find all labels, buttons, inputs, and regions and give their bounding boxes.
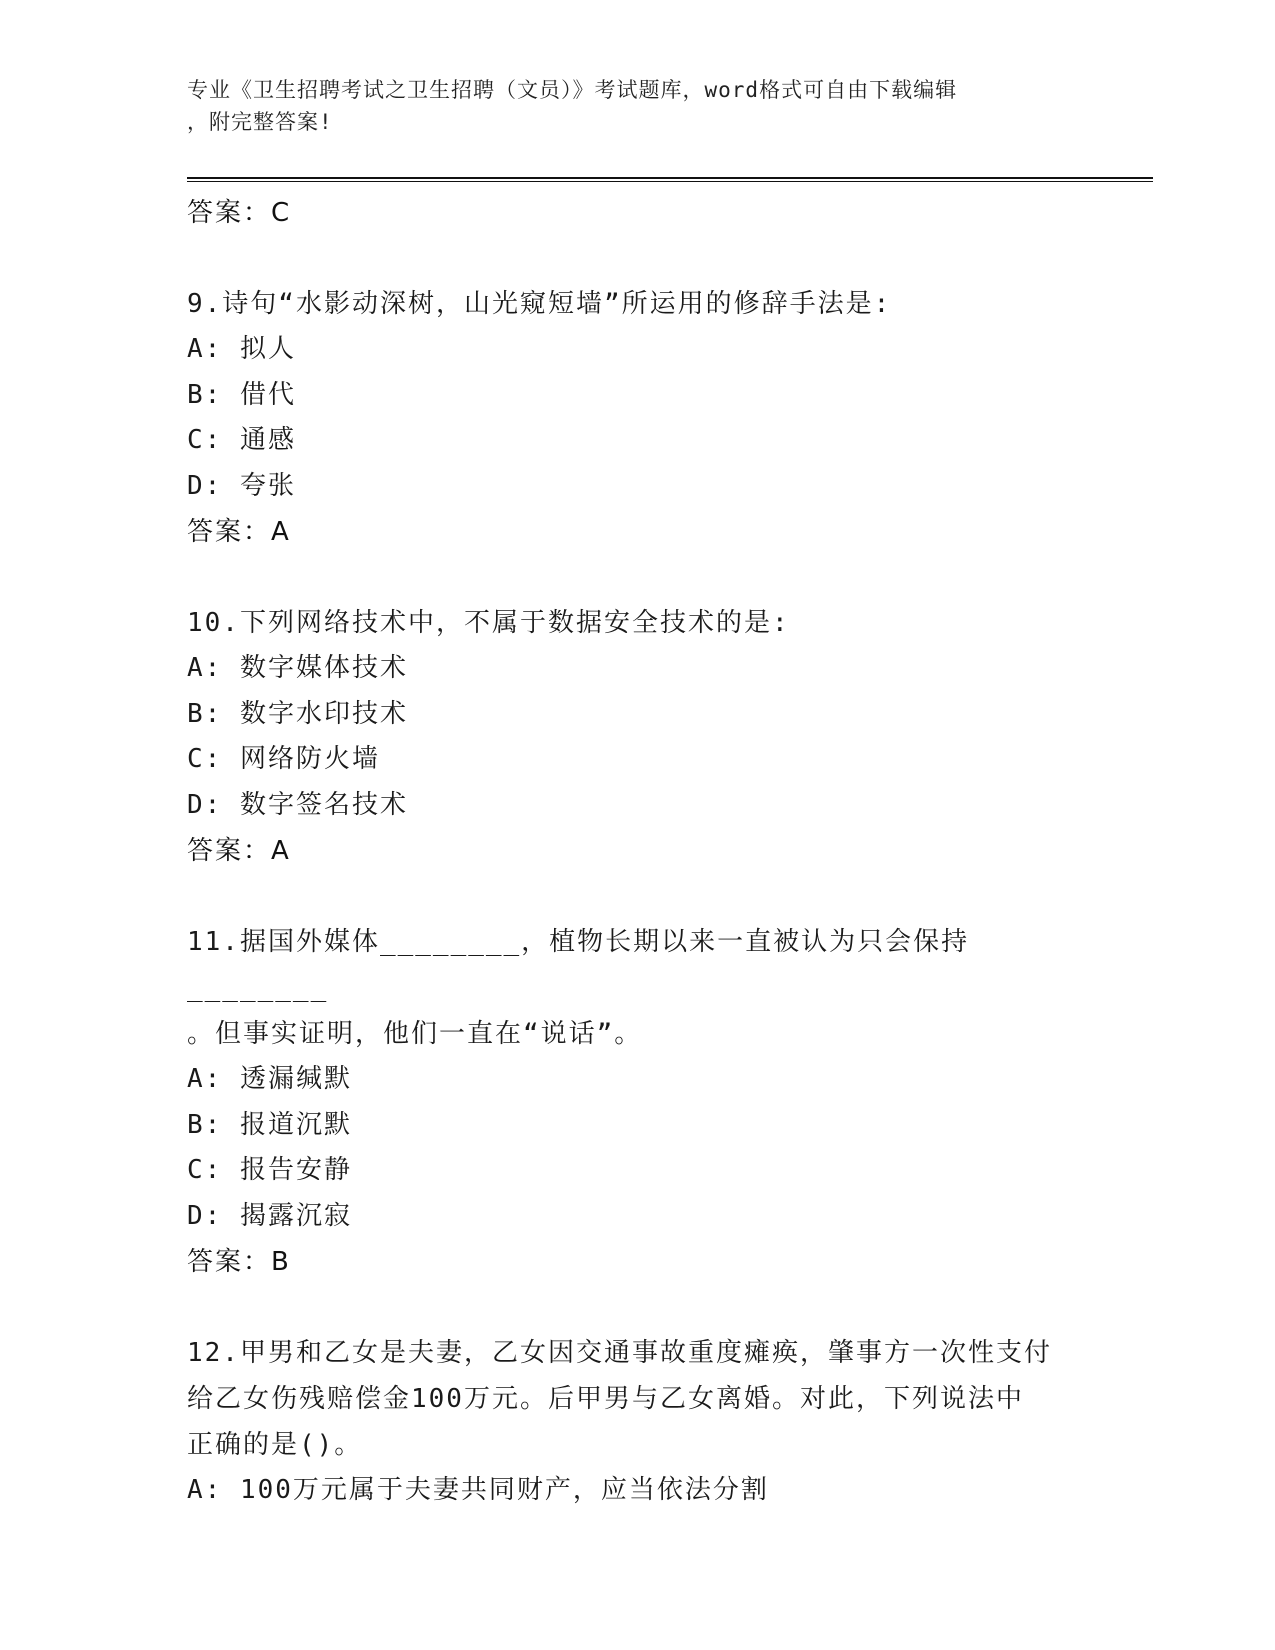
option-a: A: 透漏缄默 (187, 1064, 352, 1094)
question-stem-line-3: 正确的是()。 (187, 1430, 363, 1460)
spacer (187, 236, 1087, 281)
option-b: B: 数字水印技术 (187, 698, 408, 729)
question-9 (187, 281, 1087, 555)
question-stem: 9.诗句“水影动深树，山光窥短墙”所运用的修辞手法是: (187, 289, 892, 319)
answer: 答案：A (187, 517, 291, 547)
question-list (187, 190, 1087, 1514)
answer-previous: 答案：C (187, 198, 292, 228)
spacer (187, 1285, 1087, 1330)
spacer (187, 555, 1087, 600)
document-header (187, 74, 1067, 138)
question-12 (187, 1330, 1087, 1514)
question-stem-line-1: 12.甲男和乙女是夫妻，乙女因交通事故重度瘫痪，肇事方一次性支付 (187, 1338, 1052, 1368)
option-a: A: 数字媒体技术 (187, 653, 408, 683)
spacer (187, 874, 1087, 919)
option-c: C: 报告安静 (187, 1155, 352, 1185)
question-10 (187, 600, 1087, 874)
option-b: B: 报道沉默 (187, 1109, 352, 1140)
header-line-1: 专业《卫生招聘考试之卫生招聘（文员）》考试题库，word格式可自由下载编辑 (187, 78, 958, 102)
answer: 答案：A (187, 836, 291, 866)
option-a: A: 拟人 (187, 334, 296, 364)
header-line-2: ，附完整答案! (187, 110, 333, 134)
option-a: A: 100万元属于夫妻共同财产，应当依法分割 (187, 1475, 769, 1505)
question-stem-line-2: 给乙女伤残赔偿金100万元。后甲男与乙女离婚。对此，下列说法中 (187, 1384, 1024, 1414)
answer: 答案：B (187, 1247, 291, 1277)
question-stem: 10.下列网络技术中，不属于数据安全技术的是: (187, 608, 790, 638)
option-d: D: 数字签名技术 (187, 789, 408, 820)
header-divider (187, 177, 1153, 182)
option-c: C: 网络防火墙 (187, 744, 380, 774)
option-d: D: 夸张 (187, 470, 296, 501)
question-stem-line-2: 。但事实证明，他们一直在“说话”。 (187, 1019, 643, 1049)
option-c: C: 通感 (187, 425, 296, 455)
question-11 (187, 919, 1087, 1285)
question-stem-line-1: 11.据国外媒体________，植物长期以来一直被认为只会保持________ (187, 927, 970, 1003)
option-b: B: 借代 (187, 379, 296, 410)
option-d: D: 揭露沉寂 (187, 1200, 352, 1231)
